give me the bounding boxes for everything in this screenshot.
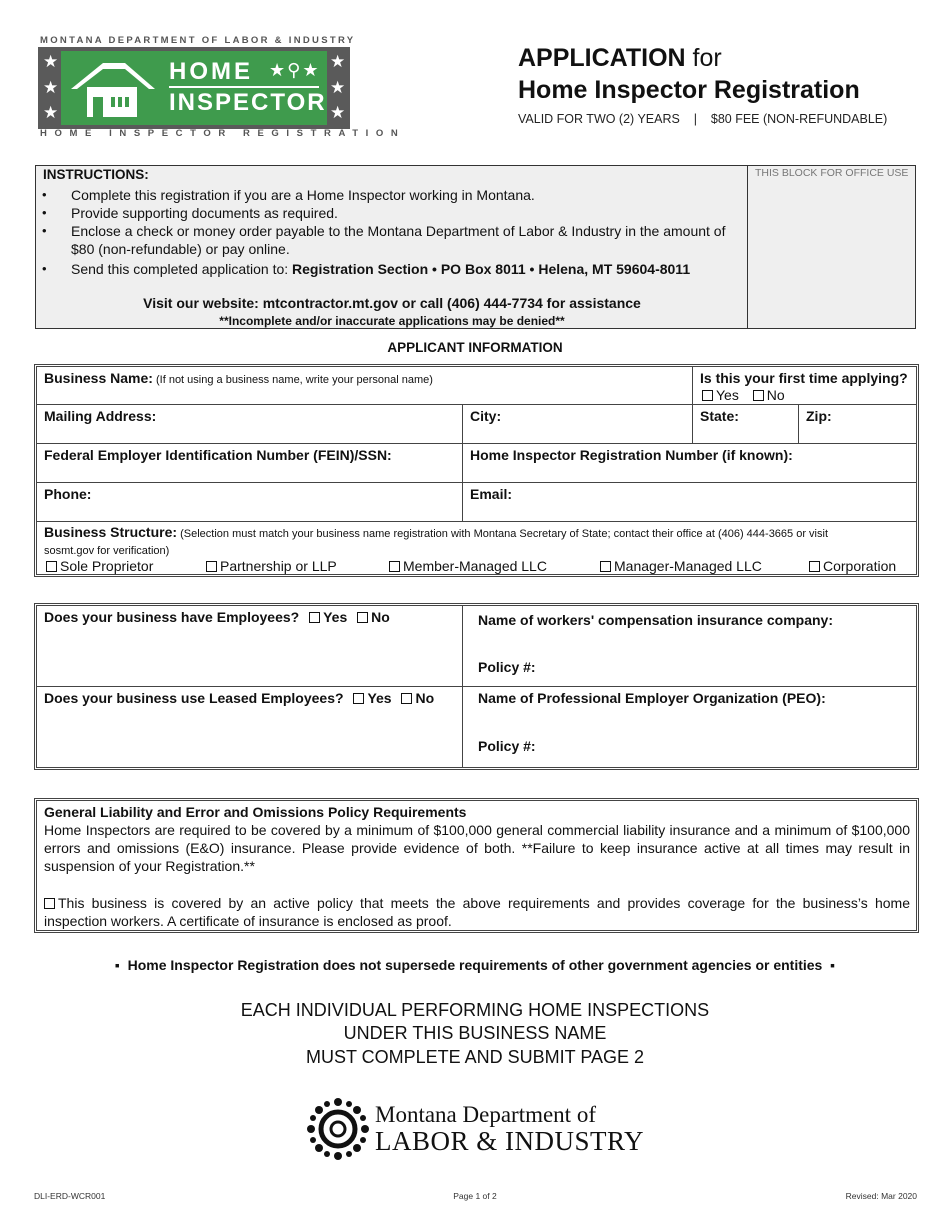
employees-table xyxy=(34,603,919,770)
dli-seal-icon xyxy=(305,1096,371,1162)
first-time-field xyxy=(693,367,916,405)
logo-subtitle: HOME INSPECTOR REGISTRATION xyxy=(40,128,406,139)
business-structure-note: (Selection must match your business name registration with Montana Secretary of State; contact their office at (406) 444-3665 or visit xyxy=(177,528,828,540)
no-label: No xyxy=(371,609,390,625)
liability-box xyxy=(34,798,919,933)
star-icon: ★ xyxy=(43,78,59,97)
dli-name-line1: Montana Department of xyxy=(375,1102,596,1127)
structure-label: Partnership or LLP xyxy=(220,558,337,574)
instruction-item: Complete this registration if you are a Home Inspector working in Montana. xyxy=(71,187,535,203)
no-label: No xyxy=(415,690,435,706)
email-label: Email: xyxy=(470,486,513,502)
workers-comp-label: Name of workers' compensation insurance company: xyxy=(478,612,833,628)
first-time-no-checkbox[interactable] xyxy=(753,390,764,401)
registration-number-field[interactable] xyxy=(463,444,916,483)
peo-field[interactable] xyxy=(463,687,916,767)
manager-managed-checkbox[interactable] xyxy=(600,561,611,572)
send-to-text: Send this completed application to: xyxy=(71,261,293,277)
leased-question xyxy=(37,687,463,767)
first-time-yes-checkbox[interactable] xyxy=(702,390,713,401)
employees-no-checkbox[interactable] xyxy=(357,612,368,623)
validity-fee: VALID FOR TWO (2) YEARS | $80 FEE (NON-REFUNDABLE) xyxy=(518,112,888,126)
business-name-note: (If not using a business name, write your personal name) xyxy=(152,374,433,386)
leased-q-text: Does your business use Leased Employees? xyxy=(44,690,344,706)
structure-label: Corporation xyxy=(823,558,897,574)
state-label: State: xyxy=(700,408,739,424)
dli-name-line2: LABOR & INDUSTRY xyxy=(375,1126,645,1156)
mailing-address: Registration Section • PO Box 8011 • Helena, MT 59604-8011 xyxy=(292,261,691,277)
liability-body: Home Inspectors are required to be covered by a minimum of $100,000 general commercial liability insurance and a minimum of $100,000 errors and omissions (E&O) insurance. Please provide evidence of both. **Failure to keep insurance active at all times may result in suspension of your Registration.** xyxy=(44,822,910,874)
employees-question xyxy=(37,606,463,687)
business-structure-text: Business Structure: xyxy=(44,524,178,540)
department-name: MONTANA DEPARTMENT OF LABOR & INDUSTRY xyxy=(40,35,356,46)
first-time-label: Is this your first time applying? xyxy=(700,370,908,386)
supersede-notice: ▪ Home Inspector Registration does not supersede requirements of other government agencies or entities ▪ xyxy=(114,957,836,973)
policy-label-2: Policy #: xyxy=(478,738,536,754)
zip-field[interactable] xyxy=(799,405,916,444)
structure-label: Manager-Managed LLC xyxy=(614,558,762,574)
coverage-text: This business is covered by an active policy that meets the above requirements and provides coverage for the business’s home inspection workers. A certificate of insurance is enclosed as proof. xyxy=(44,895,910,929)
phone-field[interactable] xyxy=(37,483,463,522)
incomplete-warning: **Incomplete and/or inaccurate applications may be denied** xyxy=(219,314,565,328)
house-icon xyxy=(67,57,159,119)
star-icon: ★ xyxy=(330,103,346,122)
liability-title: General Liability and Error and Omissions Policy Requirements xyxy=(44,804,467,820)
each-individual-line2: UNDER THIS BUSINESS NAME xyxy=(343,1023,607,1043)
applicant-info-heading: APPLICANT INFORMATION xyxy=(387,340,563,355)
revised-date: Revised: Mar 2020 xyxy=(845,1191,917,1201)
form-id: DLI-ERD-WCR001 xyxy=(34,1191,106,1201)
workers-comp-field[interactable] xyxy=(463,606,916,687)
office-use-block: THIS BLOCK FOR OFFICE USE xyxy=(755,167,909,179)
structure-opt-3[interactable] xyxy=(389,558,547,574)
logo-divider xyxy=(169,86,319,88)
leased-yes-checkbox[interactable] xyxy=(353,693,364,704)
yes-label: Yes xyxy=(323,609,348,625)
star-icon: ★ xyxy=(43,103,59,122)
website-contact: Visit our website: mtcontractor.mt.gov or call (406) 444-7734 for assistance xyxy=(143,295,641,311)
leased-no-checkbox[interactable] xyxy=(401,693,412,704)
member-managed-checkbox[interactable] xyxy=(389,561,400,572)
bullet-icon: • xyxy=(42,261,47,276)
applicant-table xyxy=(34,364,919,577)
structure-opt-2[interactable] xyxy=(206,558,337,574)
star-icon: ★ xyxy=(43,52,59,71)
business-structure-label xyxy=(44,525,910,559)
instructions-title: INSTRUCTIONS: xyxy=(43,167,149,182)
mailing-address-label: Mailing Address: xyxy=(44,408,157,424)
instruction-item: Provide supporting documents as required. xyxy=(71,205,338,221)
structure-opt-4[interactable] xyxy=(600,558,762,574)
logo-word-home: HOME xyxy=(169,58,253,85)
page-title-line2: Home Inspector Registration xyxy=(518,76,860,104)
structure-opt-1[interactable] xyxy=(46,558,153,574)
peo-label: Name of Professional Employer Organization (PEO): xyxy=(478,690,826,706)
structure-label: Sole Proprietor xyxy=(60,558,154,574)
coverage-checkbox[interactable] xyxy=(44,898,55,909)
zip-label: Zip: xyxy=(806,408,832,424)
sole-proprietor-checkbox[interactable] xyxy=(46,561,57,572)
title-for: for xyxy=(685,44,722,72)
instruction-item xyxy=(71,260,743,278)
star-icon: ★ xyxy=(330,78,346,97)
fein-field[interactable] xyxy=(37,444,463,483)
star-icon: ★ xyxy=(330,52,346,71)
city-field[interactable] xyxy=(463,405,693,444)
bullet-icon: • xyxy=(42,187,47,202)
yes-label: Yes xyxy=(716,387,739,403)
leased-label xyxy=(44,690,434,706)
state-field[interactable] xyxy=(693,405,799,444)
each-individual-line1: EACH INDIVIDUAL PERFORMING HOME INSPECTIONS xyxy=(240,1000,710,1020)
page-number: Page 1 of 2 xyxy=(453,1191,497,1201)
business-name-label xyxy=(44,370,433,386)
business-name-text: Business Name: xyxy=(44,370,153,386)
liability-checkbox-row xyxy=(44,894,910,930)
phone-label: Phone: xyxy=(44,486,92,502)
structure-label: Member-Managed LLC xyxy=(403,558,547,574)
employees-q-text: Does your business have Employees? xyxy=(44,609,300,625)
each-individual-line3: MUST COMPLETE AND SUBMIT PAGE 2 xyxy=(305,1047,645,1067)
bullet-icon: • xyxy=(42,205,47,220)
employees-label xyxy=(44,609,390,625)
registration-number-label: Home Inspector Registration Number (if known): xyxy=(470,447,793,463)
page-title xyxy=(518,43,722,73)
corporation-checkbox[interactable] xyxy=(809,561,820,572)
bullet-icon: • xyxy=(42,223,47,238)
city-label: City: xyxy=(470,408,502,424)
mailing-address-field[interactable] xyxy=(37,405,463,444)
yes-label: Yes xyxy=(367,690,392,706)
email-field[interactable] xyxy=(463,483,916,522)
logo-green-panel xyxy=(61,51,327,125)
instructions-box xyxy=(35,165,916,329)
magnifier-icon: ★⚲★ xyxy=(269,60,321,80)
logo-word-inspector: INSPECTOR xyxy=(169,89,327,116)
instruction-item: Enclose a check or money order payable to the Montana Department of Labor & Industry in the amount of $80 (non-refundable) or pay online. xyxy=(71,223,726,257)
fein-label: Federal Employer Identification Number (FEIN)/SSN: xyxy=(44,447,392,463)
first-time-options xyxy=(702,387,785,403)
structure-opt-5[interactable] xyxy=(809,558,896,574)
business-structure-note-2: sosmt.gov for verification) xyxy=(44,545,170,557)
business-name-field[interactable] xyxy=(37,367,693,405)
partnership-checkbox[interactable] xyxy=(206,561,217,572)
employees-yes-checkbox[interactable] xyxy=(309,612,320,623)
policy-label: Policy #: xyxy=(478,659,536,675)
no-label: No xyxy=(766,387,785,403)
home-inspector-logo xyxy=(38,47,350,129)
instructions-panel xyxy=(36,166,748,328)
title-bold: APPLICATION xyxy=(518,44,686,72)
business-structure-field xyxy=(37,522,916,574)
